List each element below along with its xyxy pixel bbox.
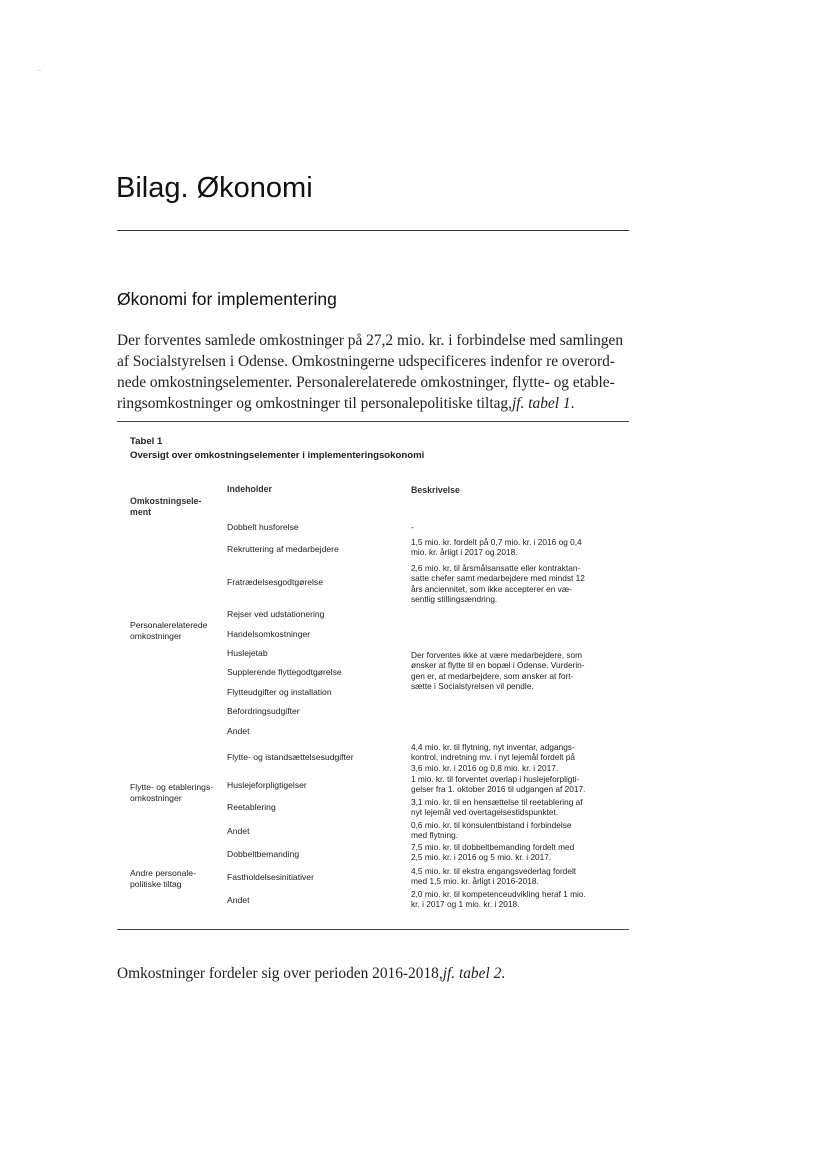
description-line: års anciennitet, som ikke accepterer en væ-	[411, 583, 572, 594]
intro-last-text: ringsomkostninger og omkostninger til personalepolitiske tiltag,	[117, 395, 512, 412]
closing-paragraph	[117, 963, 632, 984]
description-line: 3,1 mio. kr. til en hensættelse til reetablering af	[411, 797, 583, 807]
description-line: 0,6 mio. kr. til konsulentbistand i forbindelse	[411, 820, 572, 830]
closing-table-reference: jf. tabel 2	[442, 965, 502, 982]
category-line: omkostninger	[130, 630, 182, 641]
description-line: mio. kr. årligt i 2017 og 2018.	[411, 547, 518, 558]
description-line: satte chefer samt medarbejdere med mindst 12	[411, 573, 585, 584]
category-moving	[130, 782, 213, 803]
table-item: Reetablering	[227, 802, 276, 812]
category-personnel	[130, 620, 207, 641]
category-line: Flytte- og etablerings-	[130, 782, 214, 792]
table-item: Andet	[227, 726, 250, 736]
description-line: kontrol, indretning mv. i nyt lejemål fordelt på	[411, 752, 576, 763]
table-description	[411, 522, 621, 532]
table-description	[411, 563, 621, 604]
description-line: med flytning.	[411, 830, 459, 841]
header-contains: Indeholder	[227, 484, 272, 494]
category-line: omkostninger	[130, 792, 182, 803]
description-line: sætte i Socialstyrelsen vil pendle.	[411, 680, 534, 691]
table-item: Huslejeforpligtigelser	[227, 780, 307, 790]
category-other-policy	[130, 868, 196, 889]
description-line: -	[411, 522, 414, 532]
table-top-rule	[117, 421, 629, 422]
category-line: Andre personale-	[130, 868, 196, 878]
table-item: Andet	[227, 895, 250, 905]
description-line: 7,5 mio. kr. til dobbeltbemanding fordelt med	[411, 842, 575, 852]
description-line: gen er, at medarbejdere, som ønsker at fort-	[411, 670, 574, 681]
closing-line	[117, 963, 632, 984]
description-line: 4,5 mio. kr. til ekstra engangsvederlag fordelt	[411, 866, 577, 876]
table-item: Huslejetab	[227, 648, 268, 658]
table-item: Befordringsudgifter	[227, 706, 300, 716]
table-label: Tabel 1	[130, 436, 163, 447]
table-description	[411, 842, 621, 863]
page-title: Bilag. Økonomi	[116, 172, 313, 204]
header-description: Beskrivelse	[411, 485, 460, 495]
table-description	[411, 742, 621, 773]
description-line: med 1,5 mio. kr. årligt i 2016-2018.	[411, 876, 539, 887]
table-item: Rejser ved udstationering	[227, 609, 325, 619]
table-item: Supplerende flyttegodtgørelse	[227, 667, 342, 677]
table-description	[411, 889, 621, 910]
table-description	[411, 797, 621, 818]
header-element-line: ment	[130, 506, 152, 517]
closing-period: .	[501, 965, 506, 982]
table-item: Rekruttering af medarbejdere	[227, 544, 339, 554]
description-line: gelser fra 1. oktober 2016 til udgangen af 2017.	[411, 784, 586, 795]
description-line: nyt lejemål ved overtagelsestidspunktet.	[411, 807, 559, 818]
table-description	[411, 866, 621, 887]
intro-line-last	[117, 393, 632, 414]
scan-artifact	[38, 70, 41, 71]
table-item: Fratrædelsesgodtgørelse	[227, 577, 324, 587]
description-line: sentlig stillingsændring.	[411, 593, 498, 604]
category-line: politiske tiltag	[130, 878, 182, 889]
table-item: Flytteudgifter og installation	[227, 687, 332, 697]
table-bottom-rule	[117, 929, 629, 930]
description-line: 1 mio. kr. til forventet overlap i huslejeforpligti-	[411, 774, 580, 784]
header-element	[130, 496, 201, 517]
intro-paragraph	[117, 330, 632, 414]
description-line: 2,0 mio. kr. til kompetenceudvikling heraf 1 mio.	[411, 889, 586, 899]
intro-line: nede omkostningselementer. Personalerelaterede omkostninger, flytte- og etable-	[117, 374, 615, 391]
intro-table-reference: jf. tabel 1	[511, 395, 571, 412]
description-line: ønsker at flytte til en bopæl i Odense. Vurderin-	[411, 660, 585, 671]
table-item: Handelsomkostninger	[227, 629, 311, 639]
description-line: 4,4 mio. kr. til flytning, nyt inventar, adgangs-	[411, 742, 575, 752]
intro-line: Der forventes samlede omkostninger på 27,2 mio. kr. i forbindelse med samlingen	[117, 332, 624, 349]
table-description	[411, 650, 621, 691]
description-line: 2,5 mio. kr. i 2016 og 5 mio. kr. i 2017.	[411, 852, 552, 863]
description-line: 1,5 mio. kr. fordelt på 0,7 mio. kr. i 2016 og 0,4	[411, 537, 582, 547]
intro-line: af Socialstyrelsen i Odense. Omkostningerne udspecificeres indenfor re overord-	[117, 353, 615, 370]
title-divider	[117, 230, 629, 231]
table-item: Andet	[227, 826, 250, 836]
table-item: Flytte- og istandsættelsesudgifter	[227, 752, 354, 762]
section-heading: Økonomi for implementering	[117, 289, 337, 309]
table-description	[411, 774, 621, 795]
table-caption: Oversigt over omkostningselementer i implementeringsokonomi	[130, 450, 425, 461]
closing-text: Omkostninger fordeler sig over perioden 2016-2018,	[117, 965, 443, 982]
table-description	[411, 537, 621, 558]
table-item: Dobbeltbemanding	[227, 849, 300, 859]
header-element-line: Omkostningsele-	[130, 496, 202, 506]
table-item: Dobbelt husforelse	[227, 522, 299, 532]
intro-period: .	[570, 395, 575, 412]
description-line: Der forventes ikke at være medarbejdere, som	[411, 650, 583, 660]
description-line: kr. i 2017 og 1 mio. kr. i 2018.	[411, 899, 520, 910]
table-item: Fastholdelsesinitiativer	[227, 872, 314, 882]
table-description	[411, 820, 621, 841]
description-line: 2,6 mio. kr. til årsmålsansatte eller kontraktan-	[411, 563, 581, 573]
description-line: 3,6 mio. kr. i 2016 og 0,8 mio. kr. i 2017.	[411, 762, 559, 773]
category-line: Personalerelaterede	[130, 620, 208, 630]
